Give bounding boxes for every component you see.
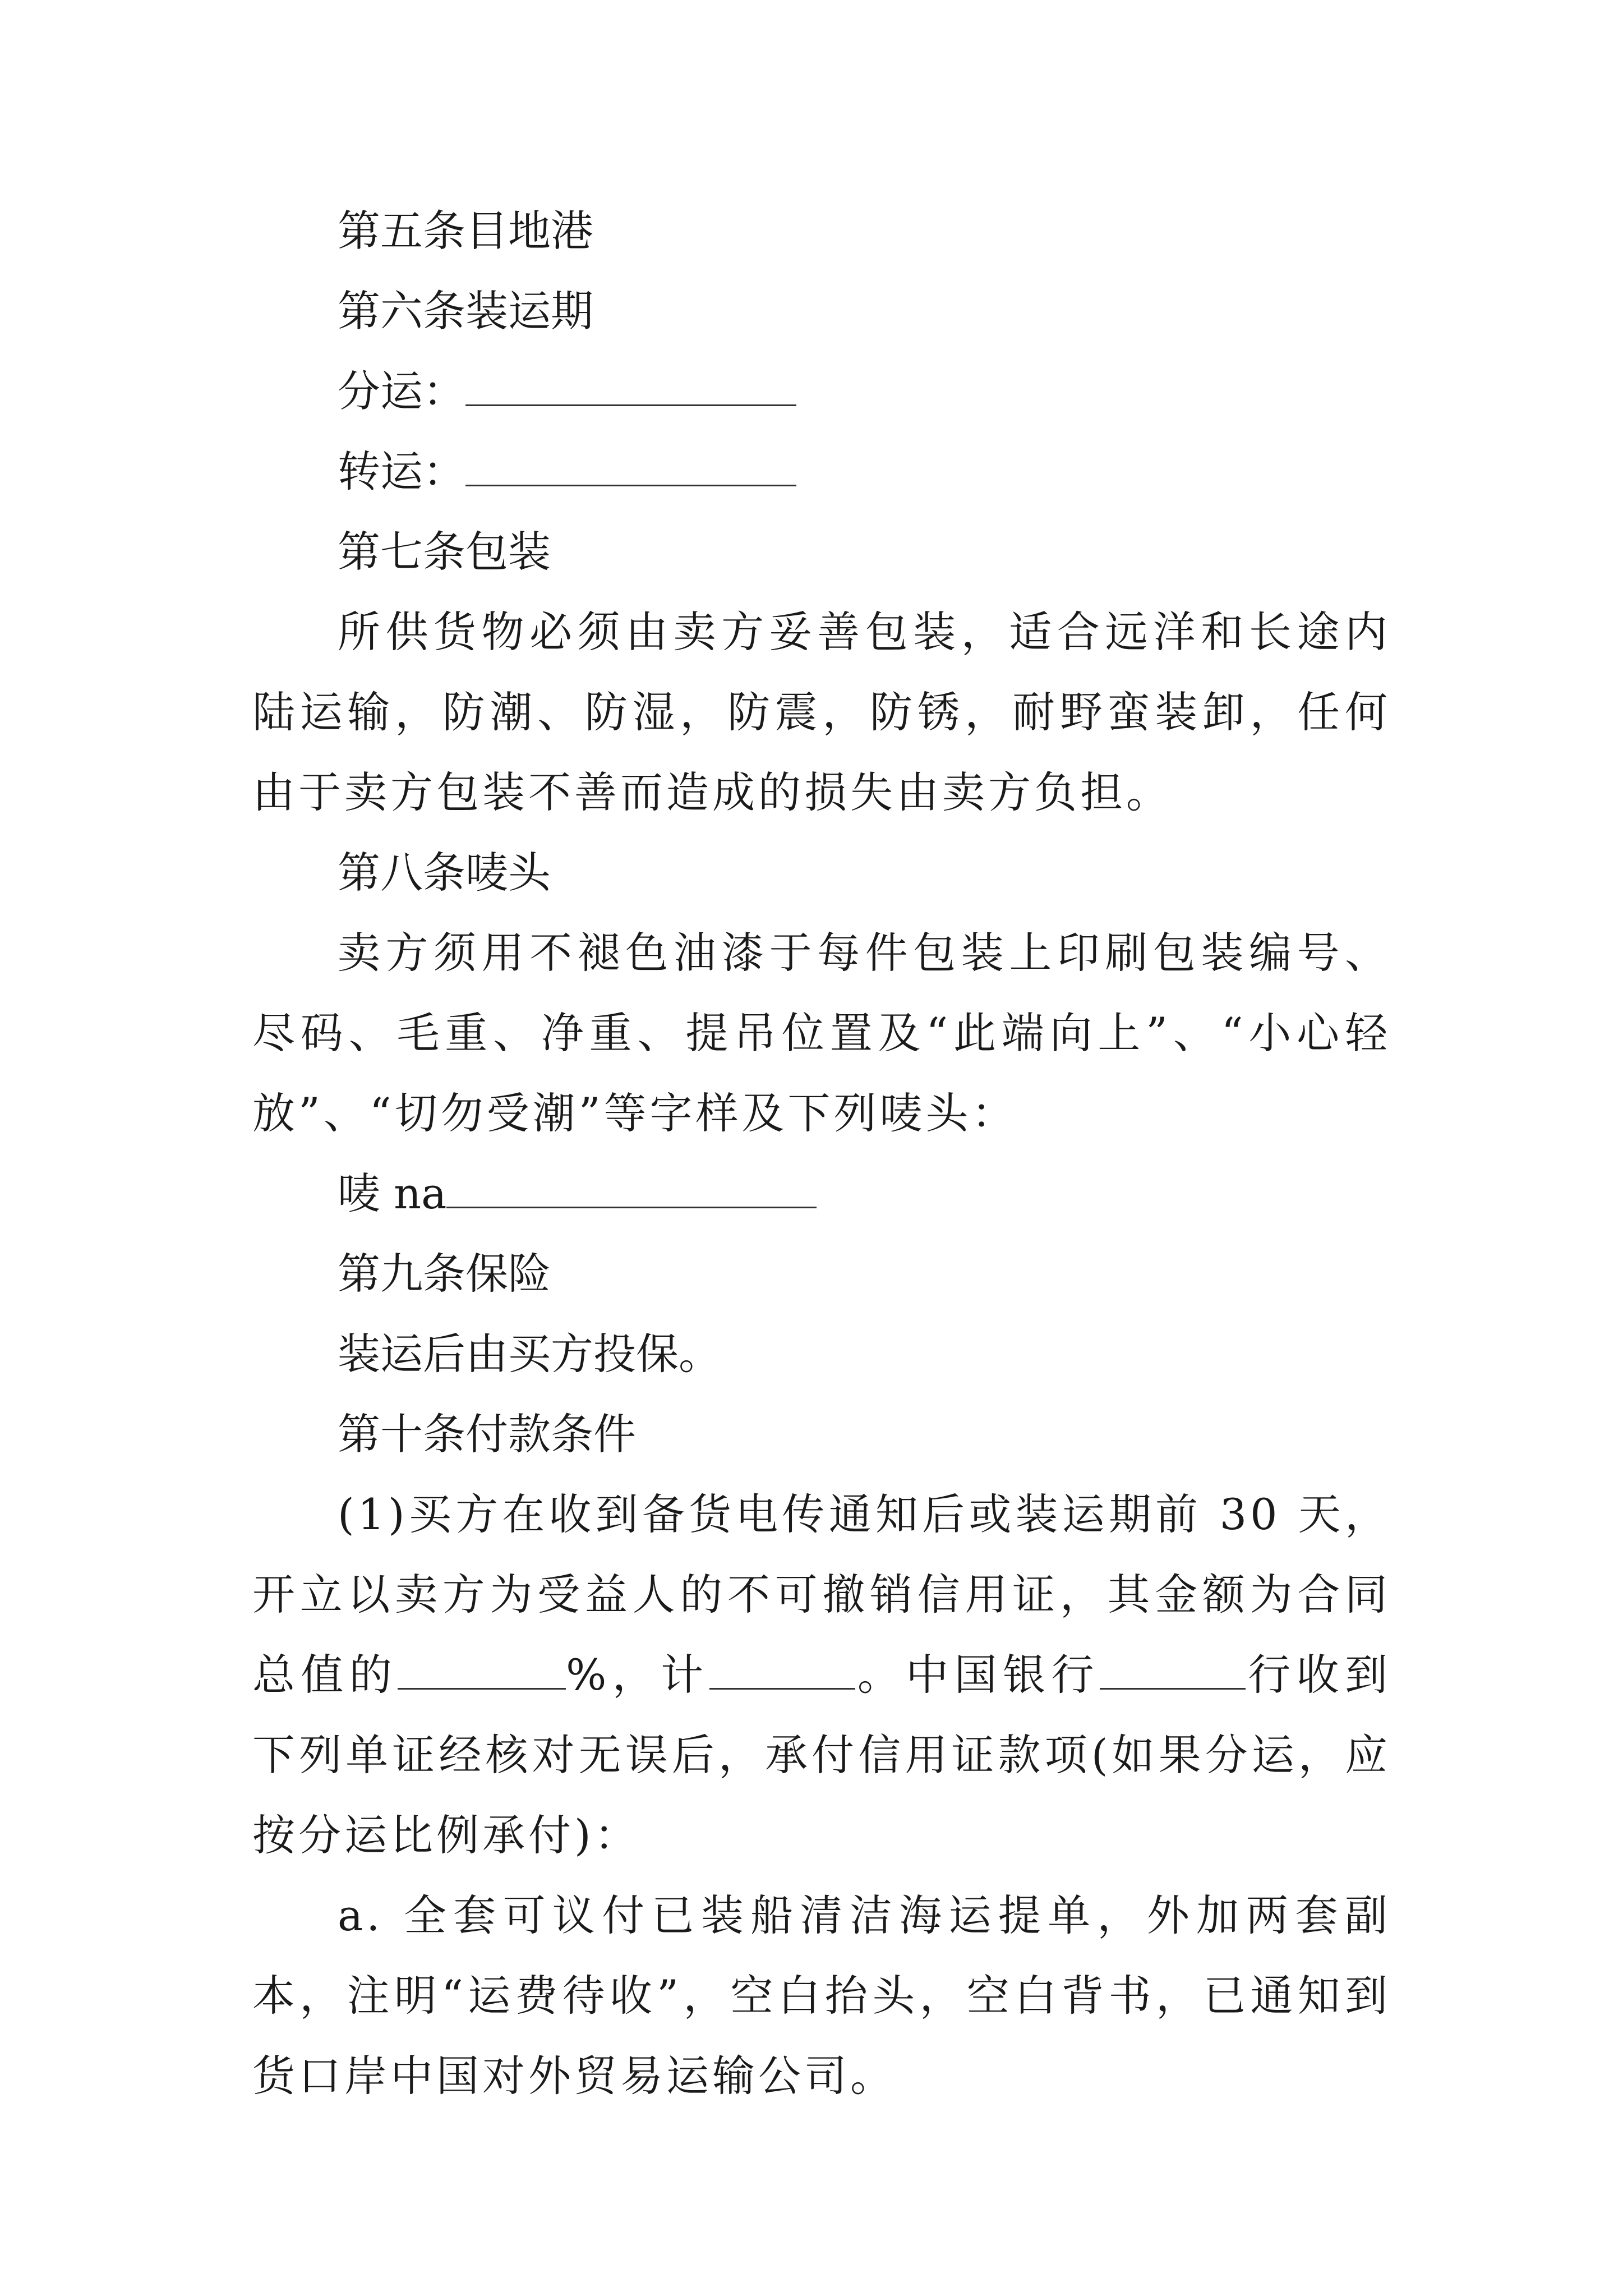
article-8-title: 第八条唛头 bbox=[338, 848, 551, 898]
partial-shipment-blank bbox=[465, 365, 796, 406]
payment-clause-intro: (1)买方在收到备货电传通知后或装运期前 30 天，开立以卖方为受益人的不可撤销信用证，其金额为合同总值的 bbox=[252, 1489, 1391, 1700]
partial-shipment-line bbox=[252, 351, 1391, 431]
percentage-blank bbox=[398, 1649, 566, 1690]
article-5-title: 第五条目地港 bbox=[338, 206, 593, 256]
article-8-body: 卖方须用不褪色油漆于每件包装上印刷包装编号、尽码、毛重、净重、提吊位置及“此端向上”、“小心轻放”、“切勿受潮”等字样及下列唛头： bbox=[252, 928, 1391, 1138]
payment-clause-rest: 行收到下列单证经核对无误后，承付信用证款项(如果分运，应按分运比例承付)： bbox=[252, 1650, 1391, 1860]
article-10-item-a: a. 全套可议付已装船清洁海运提单，外加两套副本，注明“运费待收”，空白抬头，空白背书，已通知到货口岸中国对外贸易运输公司。 bbox=[252, 1890, 1391, 2101]
shipping-mark-line bbox=[252, 1153, 1391, 1234]
percentage-label: %，计 bbox=[566, 1650, 709, 1700]
article-9-title: 第九条保险 bbox=[338, 1249, 551, 1299]
article-7-body: 所供货物必须由卖方妥善包装，适合远洋和长途内陆运输，防潮、防湿，防震，防锈，耐野蛮装卸，任何由于卖方包装不善而造成的损失由卖方负担。 bbox=[252, 607, 1391, 817]
contract-page bbox=[252, 191, 1391, 2116]
article-6-title: 第六条装运期 bbox=[338, 286, 593, 336]
transshipment-line bbox=[252, 431, 1391, 512]
article-9-body: 装运后由买方投保。 bbox=[338, 1329, 721, 1379]
shipping-mark-blank bbox=[446, 1167, 817, 1208]
partial-shipment-label: 分运： bbox=[338, 366, 465, 416]
shipping-mark-label: 唛 na bbox=[338, 1168, 447, 1218]
article-10-paragraph-1 bbox=[252, 1474, 1391, 1875]
bank-branch-blank bbox=[1100, 1649, 1246, 1690]
article-7-title: 第七条包装 bbox=[338, 527, 551, 577]
transshipment-blank bbox=[465, 445, 796, 486]
amount-blank bbox=[709, 1649, 855, 1690]
transshipment-label: 转运： bbox=[338, 447, 465, 496]
article-10-title: 第十条付款条件 bbox=[338, 1409, 636, 1459]
bank-label: 。中国银行 bbox=[855, 1650, 1100, 1700]
